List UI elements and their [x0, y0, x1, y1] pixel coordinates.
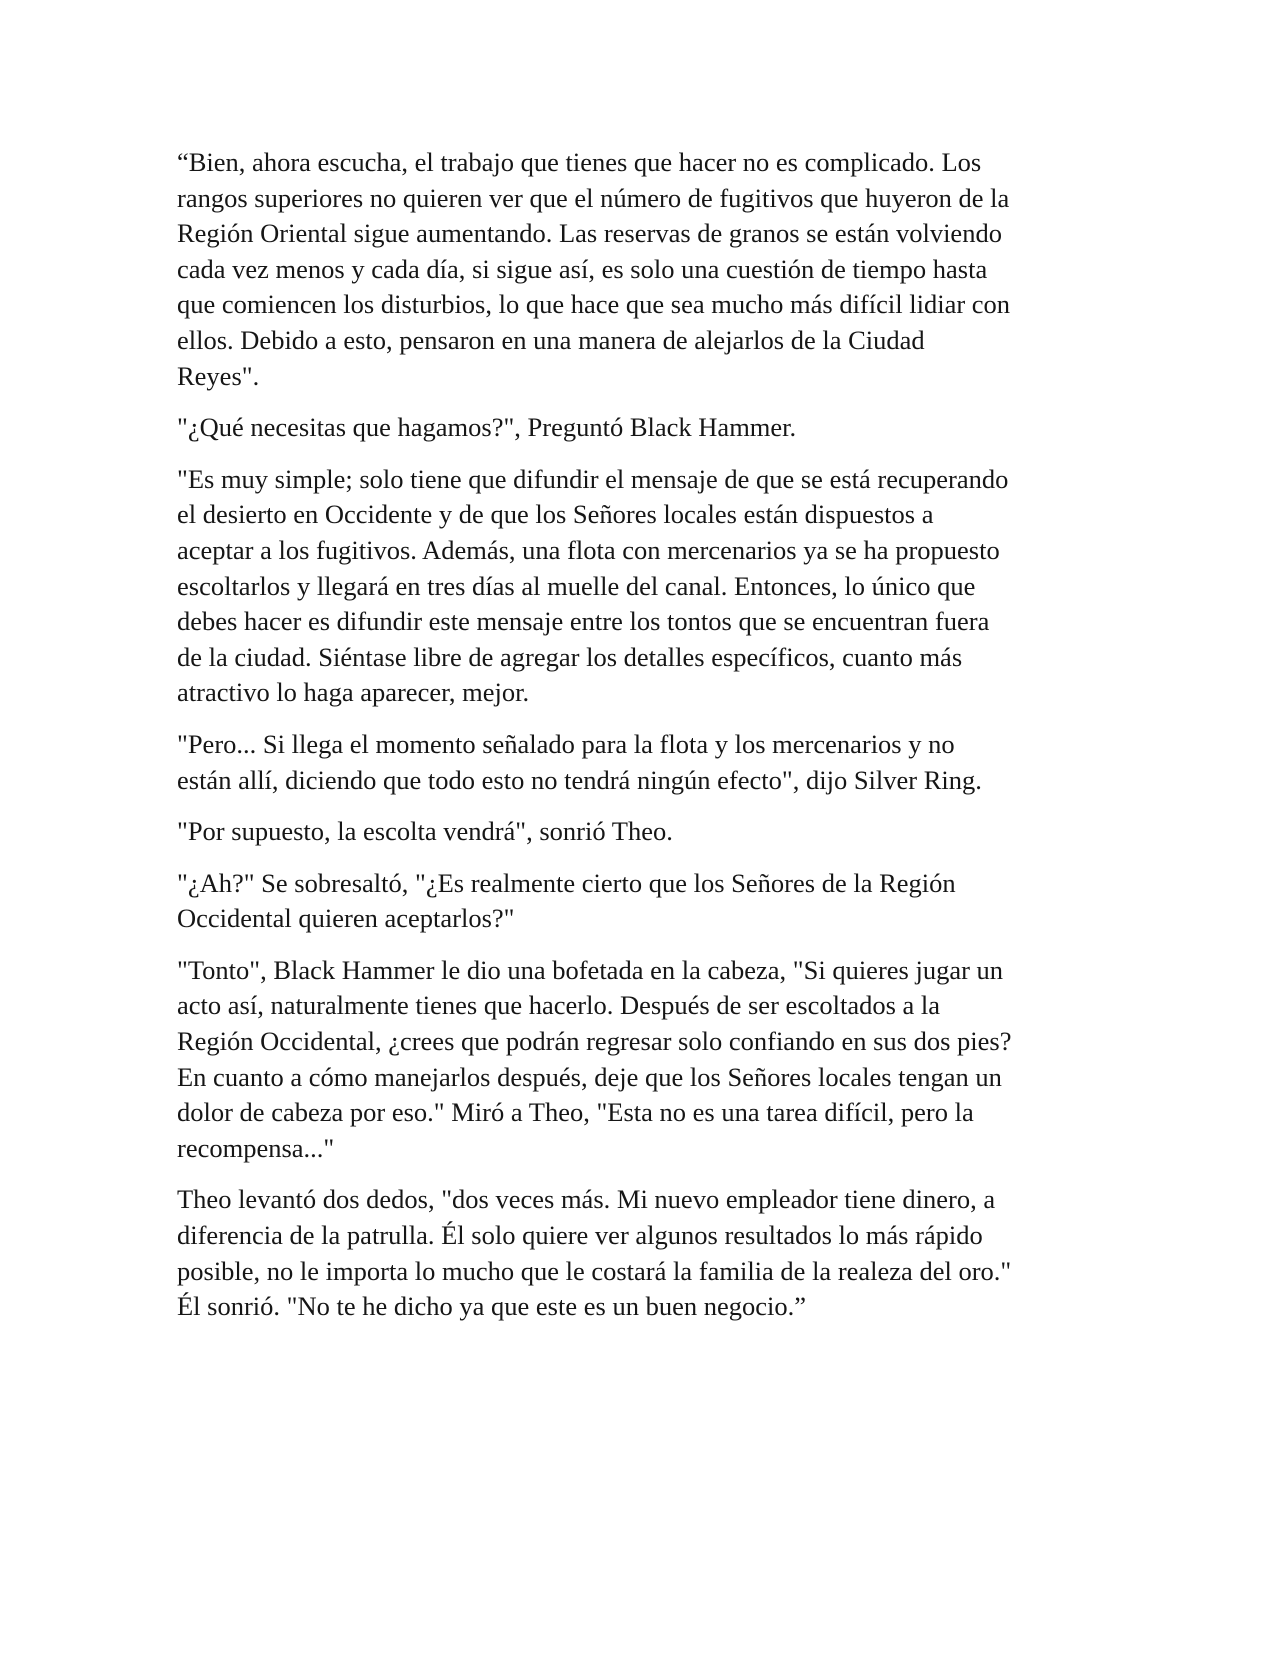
text-line: Él sonrió. "No te he dicho ya que este es un buen negocio.”	[177, 1291, 806, 1322]
text-line: están allí, diciendo que todo esto no tendrá ningún efecto", dijo Silver Ring.	[177, 764, 982, 795]
text-line: Región Oriental sigue aumentando. Las reservas de granos se están volviendo	[177, 218, 1002, 249]
text-line: Occidental quieren aceptarlos?"	[177, 903, 515, 934]
paragraph-5	[177, 814, 1107, 850]
text-line: aceptar a los fugitivos. Además, una flota con mercenarios ya se ha propuesto	[177, 534, 1000, 565]
text-line: diferencia de la patrulla. Él solo quiere ver algunos resultados lo más rápido	[177, 1220, 983, 1251]
text-line: En cuanto a cómo manejarlos después, deje que los Señores locales tengan un	[177, 1061, 1002, 1092]
text-line: Reyes".	[177, 360, 260, 391]
text-line: "Tonto", Black Hammer le dio una bofetada en la cabeza, "Si quieres jugar un	[177, 954, 1004, 985]
paragraph-7	[177, 953, 1107, 1167]
text-line: posible, no le importa lo mucho que le costará la familia de la realeza del oro."	[177, 1255, 1012, 1286]
text-line: cada vez menos y cada día, si sigue así, es solo una cuestión de tiempo hasta	[177, 253, 988, 284]
text-line: "¿Qué necesitas que hagamos?", Preguntó Black Hammer.	[177, 412, 797, 443]
text-line: escoltarlos y llegará en tres días al muelle del canal. Entonces, lo único que	[177, 570, 976, 601]
text-line: acto así, naturalmente tienes que hacerlo. Después de ser escoltados a la	[177, 990, 941, 1021]
paragraph-2	[177, 410, 1107, 446]
paragraph-3	[177, 462, 1107, 711]
text-line: "Es muy simple; solo tiene que difundir el mensaje de que se está recuperando	[177, 463, 1009, 494]
paragraph-8	[177, 1182, 1107, 1324]
text-line: de la ciudad. Siéntase libre de agregar los detalles específicos, cuanto más	[177, 641, 963, 672]
text-line: rangos superiores no quieren ver que el número de fugitivos que huyeron de la	[177, 182, 1010, 213]
paragraph-6	[177, 866, 1107, 937]
text-line: atractivo lo haga aparecer, mejor.	[177, 677, 530, 708]
text-line: dolor de cabeza por eso." Miró a Theo, "Esta no es una tarea difícil, pero la	[177, 1097, 974, 1128]
text-line: ellos. Debido a esto, pensaron en una manera de alejarlos de la Ciudad	[177, 324, 925, 355]
text-line: recompensa..."	[177, 1132, 335, 1163]
text-line: el desierto en Occidente y de que los Señores locales están dispuestos a	[177, 499, 934, 530]
text-line: debes hacer es difundir este mensaje entre los tontos que se encuentran fuera	[177, 606, 990, 637]
paragraph-1	[177, 145, 1107, 394]
text-line: "¿Ah?" Se sobresaltó, "¿Es realmente cierto que los Señores de la Región	[177, 867, 956, 898]
text-line: que comiencen los disturbios, lo que hace que sea mucho más difícil lidiar con	[177, 289, 1011, 320]
document-body	[177, 145, 1107, 1341]
text-line: Región Occidental, ¿crees que podrán regresar solo confiando en sus dos pies?	[177, 1026, 1012, 1057]
text-line: "Pero... Si llega el momento señalado para la flota y los mercenarios y no	[177, 728, 955, 759]
paragraph-4	[177, 727, 1107, 798]
text-line: "Por supuesto, la escolta vendrá", sonrió Theo.	[177, 816, 673, 847]
text-line: Theo levantó dos dedos, "dos veces más. Mi nuevo empleador tiene dinero, a	[177, 1184, 996, 1215]
text-line: “Bien, ahora escucha, el trabajo que tienes que hacer no es complicado. Los	[177, 147, 982, 177]
